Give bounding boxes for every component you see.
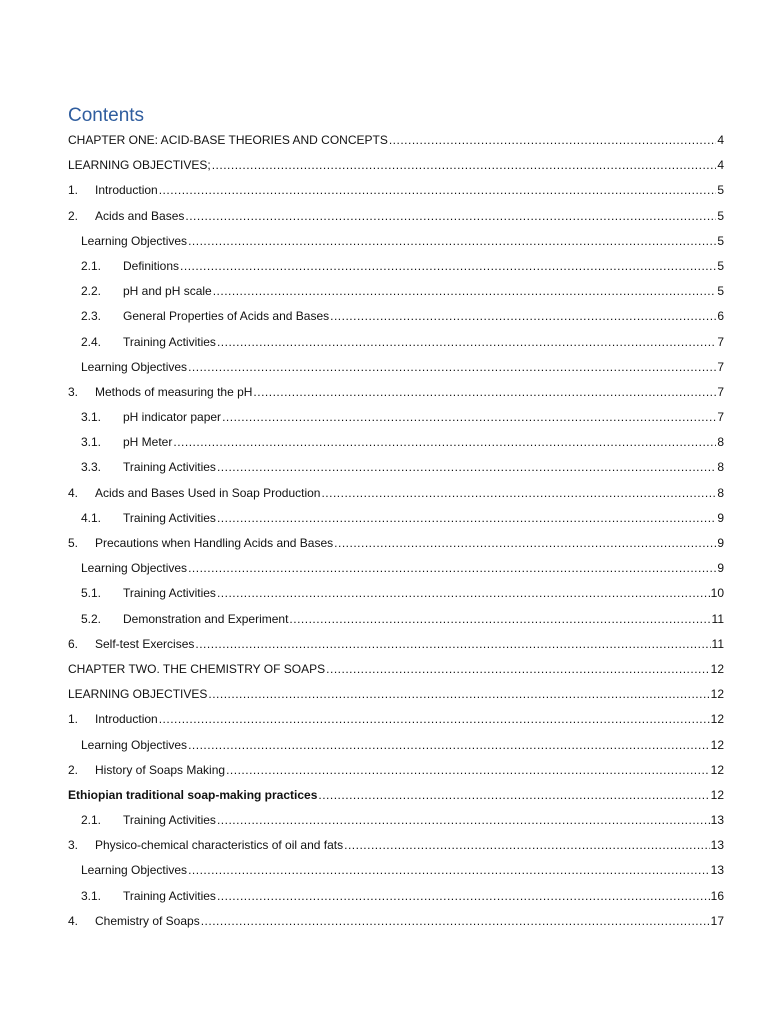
toc-entry[interactable]: [68, 531, 724, 556]
toc-entry[interactable]: [68, 884, 724, 909]
toc-entry-page-number: 5: [717, 284, 724, 299]
toc-entry-title: LEARNING OBJECTIVES: [68, 687, 208, 702]
toc-entry-number: 3.1.: [81, 888, 102, 903]
toc-entry-page-number: 12: [710, 712, 724, 727]
toc-entry-number: 2.1.: [81, 258, 102, 273]
toc-entry[interactable]: [68, 455, 724, 480]
toc-entry[interactable]: [68, 330, 724, 355]
toc-entry-title: Ethiopian traditional soap-making practices: [68, 787, 318, 802]
dot-leader: [159, 178, 717, 203]
toc-entry-number: 2.: [68, 208, 79, 223]
toc-entry-title: Learning Objectives: [81, 863, 188, 878]
toc-entry[interactable]: [68, 279, 724, 304]
toc-entry-page-number: 17: [710, 913, 724, 928]
toc-entry-number: 4.: [68, 485, 79, 500]
toc-entry-number: 2.: [68, 762, 79, 777]
toc-entry-number: 3.1.: [81, 435, 102, 450]
toc-entry-page-number: 11: [711, 611, 724, 626]
dot-leader: [344, 833, 710, 858]
toc-entry-title: History of Soaps Making: [95, 762, 226, 777]
toc-entry-number: 3.: [68, 838, 79, 853]
dot-leader: [226, 758, 710, 783]
dot-leader: [318, 783, 709, 808]
toc-entry[interactable]: [68, 481, 724, 506]
toc-entry-page-number: 13: [710, 863, 724, 878]
dot-leader: [185, 204, 716, 229]
toc-entry-page-number: 9: [717, 536, 724, 550]
toc-entry-page-number: 6: [717, 309, 724, 324]
toc-entry-page-number: 11: [711, 636, 724, 651]
dot-leader: [217, 506, 716, 531]
toc-entry[interactable]: [68, 355, 724, 380]
dot-leader: [217, 808, 710, 833]
dot-leader: [289, 607, 710, 632]
toc-entry-title: pH Meter: [123, 435, 173, 450]
toc-entry[interactable]: [68, 304, 724, 329]
toc-entry-number: 4.1.: [81, 510, 102, 525]
toc-entry[interactable]: [68, 506, 724, 531]
dot-leader: [195, 632, 710, 657]
table-of-contents: [68, 128, 724, 934]
toc-entry[interactable]: [68, 783, 724, 808]
toc-entry-page-number: 9: [717, 510, 724, 525]
toc-entry-title: Training Activities: [123, 460, 216, 475]
toc-entry-page-number: 5: [717, 258, 724, 273]
toc-entry-number: 2.3.: [81, 309, 102, 324]
dot-leader: [173, 430, 716, 455]
toc-entry-page-number: 7: [717, 410, 724, 425]
toc-entry-page-number: 8: [717, 460, 724, 475]
toc-entry-number: 2.2.: [81, 284, 102, 299]
toc-entry[interactable]: [68, 430, 724, 455]
toc-entry-title: Training Activities: [123, 586, 216, 601]
toc-entry[interactable]: [68, 657, 724, 682]
toc-entry-number: 1.: [68, 183, 79, 198]
toc-entry-title: Learning Objectives: [81, 233, 188, 248]
toc-entry[interactable]: [68, 833, 724, 858]
toc-entry-page-number: 10: [710, 586, 724, 601]
toc-entry-title: Training Activities: [123, 888, 216, 903]
dot-leader: [188, 229, 716, 254]
dot-leader: [188, 733, 710, 758]
toc-entry-page-number: 5: [717, 208, 724, 223]
dot-leader: [201, 909, 710, 934]
toc-entry[interactable]: [68, 380, 724, 405]
toc-entry-title: pH and pH scale: [123, 284, 212, 299]
toc-entry-title: Learning Objectives: [81, 561, 188, 576]
dot-leader: [334, 531, 716, 556]
toc-entry-page-number: 7: [717, 334, 724, 349]
toc-entry-title: Acids and Bases: [95, 208, 185, 223]
toc-entry-page-number: 12: [710, 787, 724, 802]
toc-entry-page-number: 8: [717, 435, 724, 450]
toc-entry-page-number: 5: [717, 183, 724, 198]
toc-entry[interactable]: [68, 909, 724, 934]
toc-entry-number: 5.1.: [81, 586, 102, 601]
toc-entry-title: Training Activities: [123, 813, 216, 828]
toc-entry-page-number: 12: [710, 737, 724, 752]
toc-entry-title: Physico-chemical characteristics of oil and fats: [95, 838, 344, 853]
toc-entry-page-number: 13: [710, 838, 724, 853]
toc-entry-page-number: 13: [710, 813, 724, 828]
toc-entry[interactable]: [68, 128, 724, 153]
dot-leader: [188, 355, 716, 380]
dot-leader: [321, 481, 716, 506]
toc-entry-title: CHAPTER ONE: ACID-BASE THEORIES AND CONCEPTS: [68, 133, 388, 147]
toc-entry-title: pH indicator paper: [123, 410, 222, 425]
toc-entry-title: Self-test Exercises: [95, 636, 195, 651]
toc-entry-title: Training Activities: [123, 334, 216, 349]
dot-leader: [217, 581, 710, 606]
dot-leader: [188, 556, 716, 581]
dot-leader: [326, 657, 709, 682]
toc-entry-number: 2.1.: [81, 813, 102, 828]
toc-entry[interactable]: [68, 858, 724, 883]
toc-entry-title: Methods of measuring the pH: [95, 384, 253, 399]
dot-leader: [212, 153, 717, 178]
toc-entry-number: 2.4.: [81, 334, 102, 349]
toc-entry-number: 1.: [68, 712, 79, 727]
toc-entry[interactable]: [68, 707, 724, 732]
toc-entry-number: 4.: [68, 913, 79, 928]
toc-entry-number: 3.3.: [81, 460, 102, 475]
toc-entry-title: Learning Objectives: [81, 359, 188, 374]
toc-entry[interactable]: [68, 733, 724, 758]
toc-entry-page-number: 4: [717, 158, 724, 173]
toc-entry-title: Precautions when Handling Acids and Bases: [95, 536, 334, 550]
toc-entry[interactable]: [68, 758, 724, 783]
toc-entry[interactable]: [68, 556, 724, 581]
toc-entry-number: 6.: [68, 636, 79, 651]
dot-leader: [180, 254, 716, 279]
dot-leader: [222, 405, 716, 430]
toc-entry[interactable]: [68, 153, 724, 178]
dot-leader: [217, 330, 716, 355]
toc-entry-page-number: 8: [717, 485, 724, 500]
toc-entry-title: Acids and Bases Used in Soap Production: [95, 485, 321, 500]
dot-leader: [213, 279, 717, 304]
toc-entry-title: Demonstration and Experiment: [123, 611, 289, 626]
dot-leader: [389, 128, 716, 153]
toc-entry-title: Definitions: [123, 258, 180, 273]
dot-leader: [208, 682, 709, 707]
toc-entry-page-number: 12: [710, 762, 724, 777]
toc-entry[interactable]: [68, 682, 724, 707]
toc-entry-title: Training Activities: [123, 510, 216, 525]
toc-entry-title: General Properties of Acids and Bases: [123, 309, 330, 324]
toc-entry-number: 3.1.: [81, 410, 102, 425]
toc-entry[interactable]: [68, 405, 724, 430]
dot-leader: [253, 380, 716, 405]
dot-leader: [330, 304, 716, 329]
toc-entry-title: Chemistry of Soaps: [95, 913, 200, 928]
toc-entry[interactable]: [68, 254, 724, 279]
toc-entry-number: 5.: [68, 536, 79, 550]
toc-entry-number: 5.2.: [81, 611, 102, 626]
toc-entry[interactable]: [68, 229, 724, 254]
dot-leader: [217, 884, 710, 909]
dot-leader: [217, 455, 716, 480]
dot-leader: [159, 707, 710, 732]
toc-entry-number: 3.: [68, 384, 79, 399]
toc-entry-page-number: 4: [717, 133, 724, 147]
toc-entry-title: Introduction: [95, 183, 158, 198]
toc-heading: Contents: [68, 105, 145, 126]
toc-entry[interactable]: [68, 607, 724, 632]
toc-entry[interactable]: [68, 808, 724, 833]
toc-entry-page-number: 12: [710, 661, 724, 676]
toc-entry-title: CHAPTER TWO. THE CHEMISTRY OF SOAPS: [68, 661, 326, 676]
toc-entry[interactable]: [68, 581, 724, 606]
toc-entry-title: LEARNING OBJECTIVES;: [68, 158, 211, 173]
toc-entry-page-number: 5: [717, 233, 724, 248]
toc-entry[interactable]: [68, 632, 724, 657]
toc-entry[interactable]: [68, 178, 724, 203]
toc-entry-title: Learning Objectives: [81, 737, 188, 752]
dot-leader: [188, 858, 710, 883]
toc-entry-title: Introduction: [95, 712, 158, 727]
toc-entry-page-number: 9: [717, 561, 724, 576]
toc-entry-page-number: 7: [717, 359, 724, 374]
toc-entry-page-number: 12: [710, 687, 724, 702]
toc-entry-page-number: 16: [710, 888, 724, 903]
toc-entry[interactable]: [68, 204, 724, 229]
toc-entry-page-number: 7: [717, 384, 724, 399]
